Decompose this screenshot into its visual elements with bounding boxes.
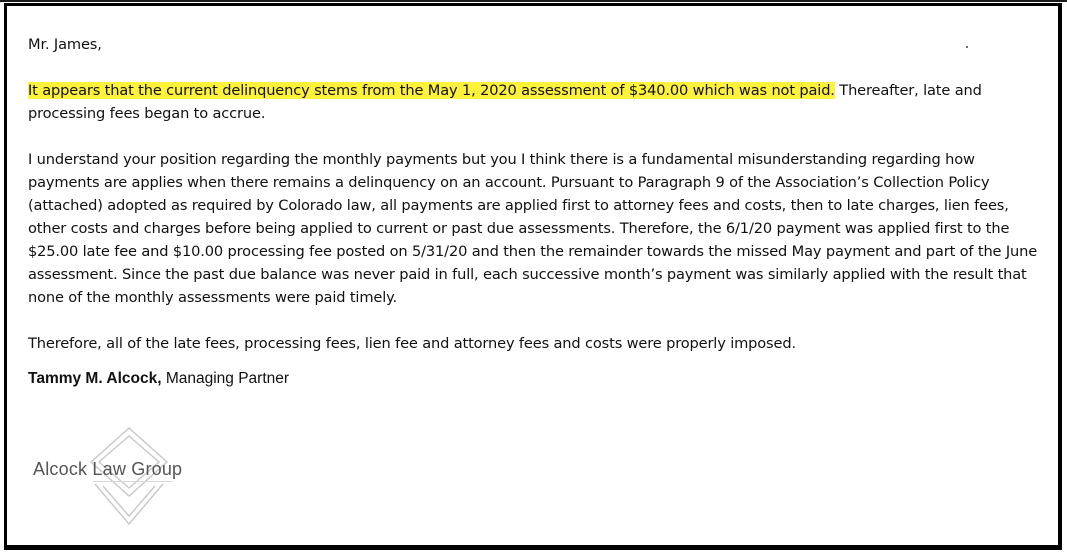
letter-body xyxy=(28,33,1048,389)
paragraph-delinquency-rest: Thereafter, late and processing fees began to accrue. xyxy=(28,82,982,122)
letter-frame xyxy=(4,3,1062,550)
paragraph-payment-application: I understand your position regarding the monthly payments but you I think there is a fundamental misunderstanding regarding how payments are applies when there remains a delinquency on an account. Pursuant to Paragraph 9 of the Association’s Collection Policy (attached) adopted as required by Colorado law, all payments are applied first to attorney fees and costs, then to late charges, lien fees, other costs and charges before being applied to current or past due assessments. Therefore, the 6/1/20 payment was applied first to the $25.00 late fee and $10.00 processing fee posted on 5/31/20 and then the remainder towards the missed May payment and part of the June assessment. Since the past due balance was never paid in full, each successive month’s payment was similarly applied with the result that none of the monthly assessments were paid timely. xyxy=(28,151,1038,306)
logo-underline xyxy=(93,481,173,482)
firm-logo xyxy=(31,426,231,531)
signer-name: Tammy M. Alcock, xyxy=(28,370,162,387)
highlighted-sentence: It appears that the current delinquency stems from the May 1, 2020 assessment of $340.00 which was not paid. xyxy=(28,82,835,99)
signature-line xyxy=(28,369,1048,389)
top-edge-rule xyxy=(0,0,1067,2)
logo-text: Alcock Law Group xyxy=(33,459,183,479)
salutation: Mr. James, xyxy=(28,36,102,53)
paragraph-conclusion: Therefore, all of the late fees, processing fees, lien fee and attorney fees and costs were properly imposed. xyxy=(28,335,796,352)
signer-title: Managing Partner xyxy=(161,370,290,387)
paragraph-delinquency xyxy=(28,79,1048,125)
